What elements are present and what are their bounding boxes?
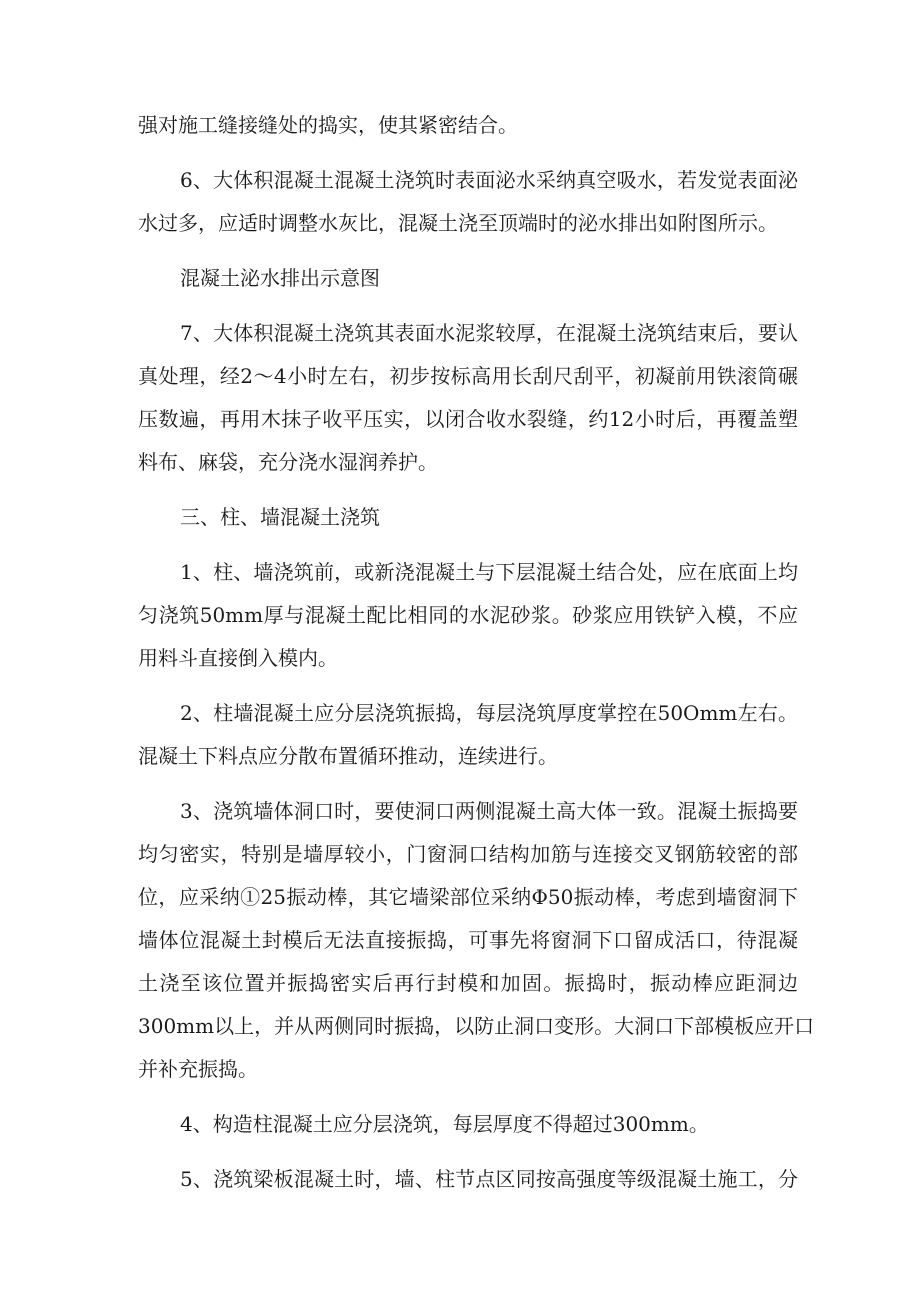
section-heading: 三、柱、墙混凝土浇筑 [180,505,380,529]
paragraph-line: 2、柱墙混凝土应分层浇筑振捣，每层浇筑厚度掌控在50Omm左右。 [180,701,798,725]
paragraph-line: 压数遍，再用木抹子收平压实，以闭合收水裂缝，约12小时后，再覆盖塑 [138,407,798,431]
paragraph-line: 5、浇筑梁板混凝土时，墙、柱节点区同按高强度等级混凝土施工，分 [180,1167,798,1191]
paragraph-line: 4、构造柱混凝土应分层浇筑，每层厚度不得超过300mm。 [180,1112,709,1136]
paragraph-line: 7、大体积混凝土浇筑其表面水泥浆较厚，在混凝土浇筑结束后，要认 [180,321,798,345]
paragraph-line: 土浇至该位置并振捣密实后再行封模和加固。振捣时，振动棒应距洞边 [138,971,798,995]
paragraph-line: 均匀密实，特别是墙厚较小，门窗洞口结构加筋与连接交叉钢筋较密的部 [138,842,798,866]
paragraph-line: 料布、麻袋，充分浇水湿润养护。 [138,450,438,474]
paragraph-line: 用料斗直接倒入模内。 [138,646,338,670]
paragraph-line: 并补充振捣。 [138,1057,258,1081]
paragraph-line: 位，应采纳①25振动棒，其它墙梁部位采纳Φ50振动棒，考虑到墙窗洞下 [138,885,798,909]
paragraph-line: 300mm以上，并从两侧同时振捣，以防止洞口变形。大洞口下部模板应开口 [138,1014,815,1038]
paragraph-line: 混凝土下料点应分散布置循环推动，连续进行。 [138,744,558,768]
paragraph-line: 真处理，经2～4小时左右，初步按标高用长刮尺刮平，初凝前用铁滚筒碾 [138,364,798,388]
paragraph-line: 强对施工缝接缝处的捣实，使其紧密结合。 [138,113,518,137]
paragraph-line: 6、大体积混凝土混凝土浇筑时表面泌水采纳真空吸水，若发觉表面泌 [180,168,798,192]
paragraph-line: 墙体位混凝土封模后无法直接振捣，可事先将窗洞下口留成活口，待混凝 [138,928,798,952]
paragraph-line: 水过多，应适时调整水灰比，混凝土浇至顶端时的泌水排出如附图所示。 [138,211,778,235]
paragraph-line: 1、柱、墙浇筑前，或新浇混凝土与下层混凝土结合处，应在底面上均 [180,560,798,584]
paragraph-line: 匀浇筑50mm厚与混凝土配比相同的水泥砂浆。砂浆应用铁铲入模，不应 [138,603,798,627]
figure-caption: 混凝土泌水排出示意图 [180,266,380,290]
paragraph-line: 3、浇筑墙体洞口时，要使洞口两侧混凝土高大体一致。混凝土振捣要 [180,799,798,823]
